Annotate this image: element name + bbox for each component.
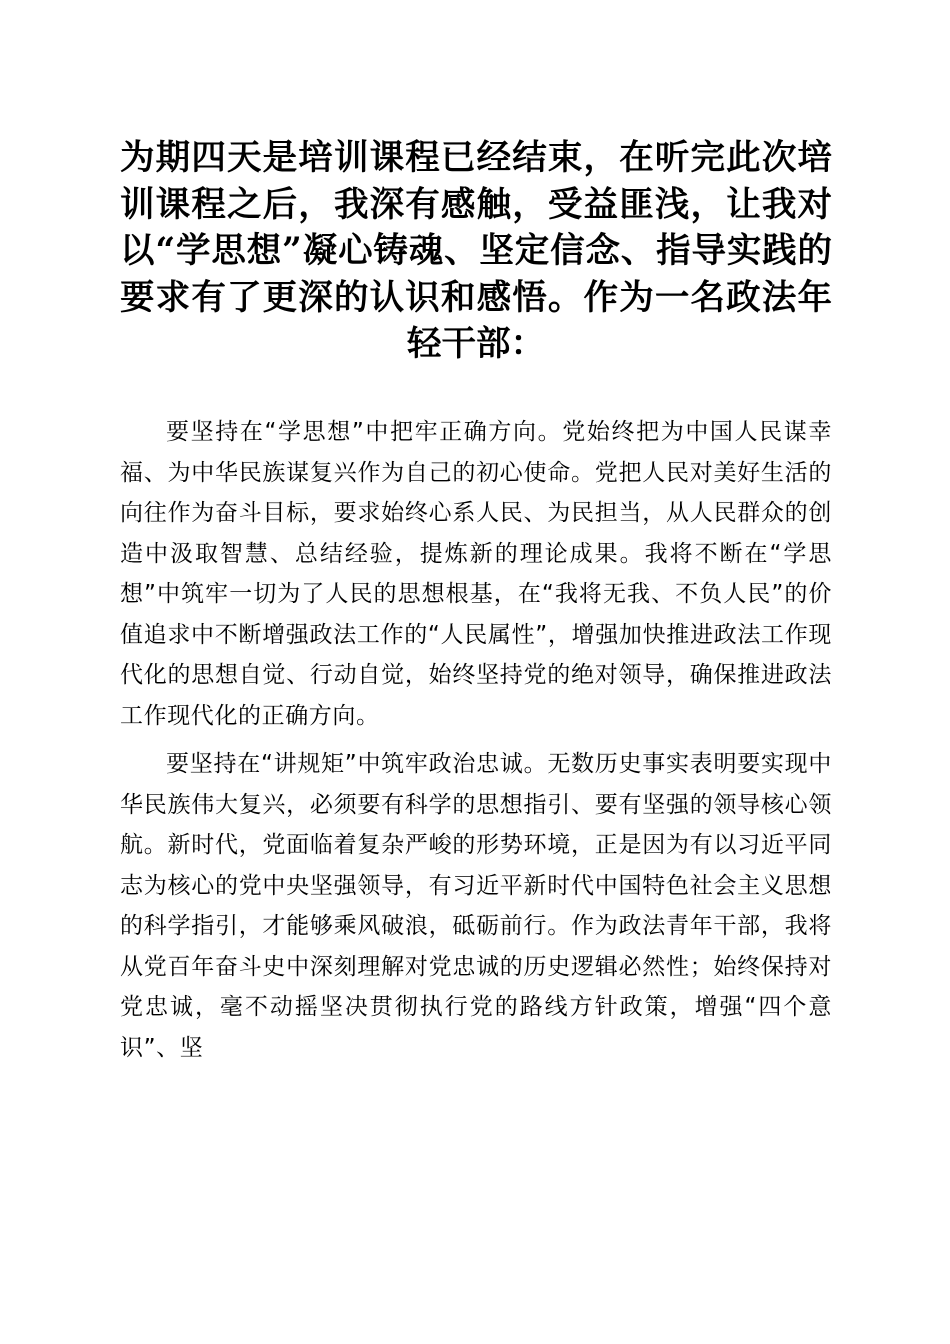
document-body — [120, 412, 832, 1076]
paragraph-1: 要坚持在“学思想”中把牢正确方向。党始终把为中国人民谋幸福、为中华民族谋复兴作为自己的初心使命。党把人民对美好生活的向往作为奋斗目标，要求始终心系人民、为民担当，从人民群众的创造中汲取智慧、总结经验，提炼新的理论成果。我将不断在“学思想”中筑牢一切为了人民的思想根基，在“我将无我、不负人民”的价值追求中不断增强政法工作的“人民属性”，增强加快推进政法工作现代化的思想自觉、行动自觉，始终坚持党的绝对领导，确保推进政法工作现代化的正确方向。 — [120, 419, 832, 729]
paragraph-2: 要坚持在“讲规矩”中筑牢政治忠诚。无数历史事实表明要实现中华民族伟大复兴，必须要有科学的思想指引、要有坚强的领导核心领航。新时代，党面临着复杂严峻的形势环境，正是因为有以习近平同志为核心的党中央坚强领导，有习近平新时代中国特色社会主义思想的科学指引，才能够乘风破浪，砥砺前行。作为政法青年干部，我将从党百年奋斗史中深刻理解对党忠诚的历史逻辑必然性；始终保持对党忠诚，毫不动摇坚决贯彻执行党的路线方针政策，增强“四个意识”、坚 — [120, 751, 832, 1061]
document-title: 为期四天是培训课程已经结束，在听完此次培训课程之后，我深有感触，受益匪浅，让我对以“学思想”凝心铸魂、坚定信念、指导实践的要求有了更深的认识和感悟。作为一名政法年轻干部： — [120, 138, 832, 364]
